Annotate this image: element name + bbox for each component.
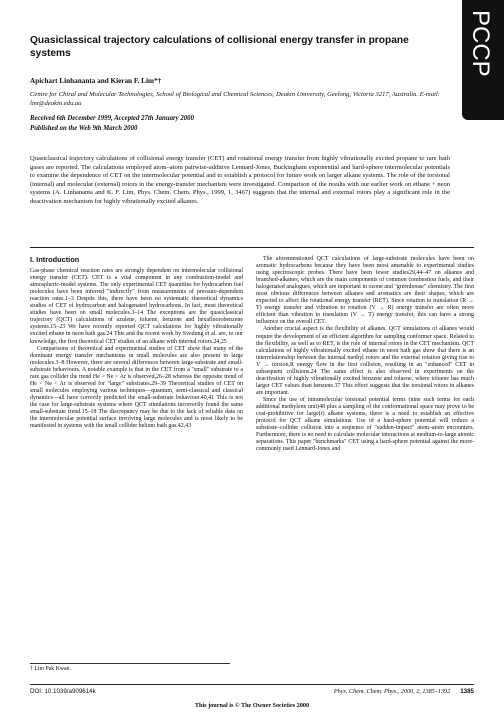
citation: Phys. Chem. Chem. Phys., 2000, 2, 1385–1392 (333, 688, 451, 695)
paragraph: Since the use of intramolecular torsional potential terms (nine such terms for each additional methylene unit)48 plus a sampling of the conformational space may prove to be cost-prohibitive for large(r) alkane systems, there is a need to establish an effective protocol for QCT alkane simulations. Use of a hard-sphere potential will reduce a substrate–collider collision into a sequence of "sudden-impact" atom–atom encounters. Furthermore, there is no need to calculate molecular interactions at medium-to-large atomic separations. This paper "benchmarks" CET using a hard-sphere potential against the more-commonly used Lennard-Jones and (256, 396, 474, 453)
abstract-rule (30, 247, 474, 248)
published-date: Published on the Web 9th March 2000 (30, 124, 138, 132)
citation-line (260, 688, 474, 695)
paragraph: Comparisons of theoretical and experimental studies of CET show that many of the dominant energy transfer mechanisms in small molecules are also present in large molecules.3–8 However, there are several differences between large-substrate and small-substrate behaviours. A notable example is that in the CET from a "small" substrate to a rare gas collider the trend He > Ne > Ar is observed,26–28 whereas the opposite trend of He < Ne < Ar is observed for "large" substrates.29–39 Theoretical studies of CET on small molecules employing various techniques—quantum, semi-classical and classical dynamics—all have correctly predicted the small-substrate behaviour.40,41 This is not the case for large-substrate systems where QCT simulations incorrectly found the same small-substrate trend.15–18 The discrepancy may be due to the lack of reliable data on the intermolecular potential surface involving large molecules and is most likely to be manifested in systems with the small collider helium bath gas.42,43 (30, 345, 243, 430)
article-title: Quasiclassical trajectory calculations of collisional energy transfer in propane systems (30, 35, 409, 59)
page-number: 1385 (460, 688, 474, 695)
left-column (30, 256, 243, 430)
right-column (256, 256, 474, 453)
footnote: † Lim Pak Kwan. (30, 663, 230, 672)
society-line: This journal is © The Owner Societies 2000 (194, 702, 310, 709)
received-date: Received 6th December 1999, Accepted 27th January 2000 (30, 115, 194, 122)
journal-tab-text: PCCP (467, 10, 494, 77)
section-heading: I. Introduction (30, 255, 80, 264)
paragraph: Another crucial aspect is the flexibility of alkanes. QCT simulations of alkanes would require the development of an efficient algorithm for sampling conformer space. Related to the flexibility, as well as to RET, is the role of internal rotors in the CET mechanism. QCT calculations of highly vibrationally excited ethane in neon bath gas show that there is an interrelationship between the internal methyl rotors and the external rotation giving rise to V → torsion,R energy flow in the first collision, resulting in an "enhanced" CET in subsequent collisions.24 The same effect is also observed in experiments on the deactivation of highly vibrationally excited benzene and toluene, where toluene has much larger CET values than benzene.37 This effect suggests that the torsional rotors in alkanes are important. (256, 326, 474, 396)
journal-tab-label (468, 10, 498, 77)
abstract: Quasiclassical trajectory calculations of collisional energy transfer (CET) and rotational energy transfer from highly vibrationally excited propane to rare bath gases are reported. The calculations employed atom–atom pairwise-additive Lennard-Jones, Buckingham exponential and hard-sphere intermolecular potentials to examine the dependence of CET on the intermolecular potential and to establish a protocol for future work on larger alkane systems. The role of the torsional (internal) and molecular (external) rotors in the energy-transfer mechanism were investigated. Comparison of the results with our earlier work on ethane + neon systems (A. Linhananta and K. F. Lim, Phys. Chem. Chem. Phys., 1999, 1, 3467) suggests that the internal and external rotors play a significant role in the deactivation mechanism for highly vibrationally excited alkanes. (30, 155, 450, 205)
doi: DOI: 10.1039/a909614k (30, 688, 96, 695)
dates (30, 114, 440, 133)
paragraph: Gas-phase chemical reaction rates are strongly dependent on intermolecular collisional energy transfer (CET). CET is a vital component in any combustion-model and atmospheric-model systems. The only experimental CET quantities for hydrocarbon fuel molecules have been inferred "indirectly" from measurements of pressure-dependent reaction rates.1–3 Despite this, there have been no systematic theoretical dynamics studies of CET of hydrocarbon and halogenated hydrocarbons. In fact, most theoretical studies have been on small molecules.3–14 The exceptions are the quasiclassical trajectory (QCT) calculations of azulene, toluene, benzene and hexafluorobenzene systems.15–23 We have recently reported QCT calculations for highly vibrationally excited ethane in neon bath gas.24 This and the recent work by Svedung et al. are, to our knowledge, the first theoretical CET studies of an alkane with internal rotors.24,25 (30, 268, 243, 345)
footer-rule (30, 684, 474, 685)
affiliation: Centre for Chiral and Molecular Technologies, School of Biological and Chemical Sciences, Deakin University, Geelong, Victoria 3217, Australia. E-mail: lim@deakin.edu.au (30, 91, 440, 107)
authors: Apichart Linhananta and Kieran F. Lim*† (30, 77, 162, 85)
paragraph: The aforementioned QCT calculations of large-substrate molecules have been on aromatic hydrocarbons because they have been most amenable to experimental studies using spectroscopic probes. There have been fewer studies29,44–47 on alkanes and branched-alkanes, which are the main components of common combustion fuels, and their halogenated analogues, which are important in ozone and "greenhouse" chemistry. The first most obvious differences between alkanes and aromatics are their shapes, which are expected to affect the rotational energy transfer (RET). Since rotation to translation (R → T) energy transfer and vibration to rotation (V → R) energy transfer are often more efficient than vibration to translation (V → T) energy transfer, this can have a strong influence on the overall CET. (256, 256, 474, 326)
